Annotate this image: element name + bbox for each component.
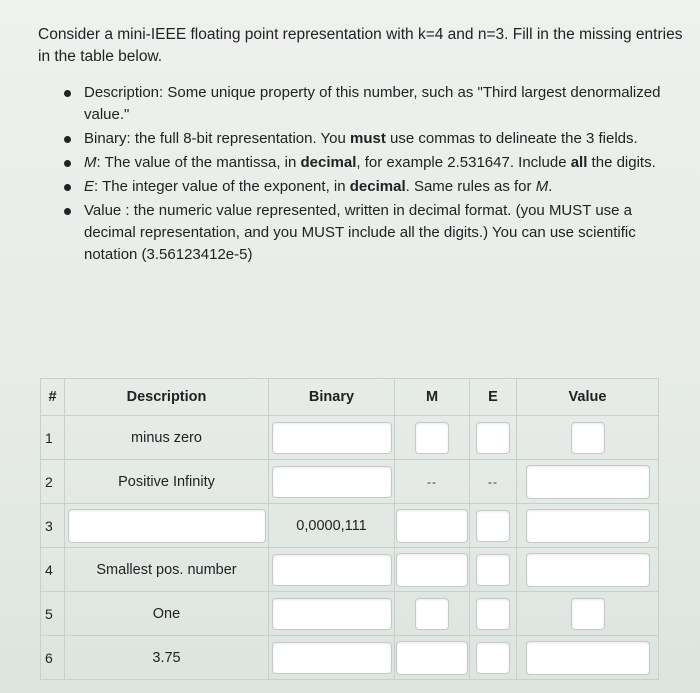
bullet-mantissa-symbol: M (84, 154, 97, 171)
value-input[interactable] (526, 509, 650, 543)
m-cell (395, 548, 470, 592)
binary-input[interactable] (272, 466, 392, 498)
bullet-value-text: Value : the numeric value represented, written in decimal format. (you MUST use a decimal representation, and you MUST include all the digits.) You can use scientific notation (3.56123412e-5) (84, 202, 636, 263)
row-number: 1 (41, 416, 65, 460)
m-cell (395, 460, 470, 504)
row-number: 5 (41, 592, 65, 636)
value-cell (517, 592, 659, 636)
binary-cell (269, 636, 395, 680)
m-input[interactable] (415, 422, 449, 454)
header-binary: Binary (269, 379, 395, 416)
binary-cell (269, 592, 395, 636)
m-cell (395, 636, 470, 680)
m-input[interactable] (396, 553, 468, 587)
bullet-binary (62, 128, 682, 150)
intro-text: Consider a mini-IEEE floating point representation with k=4 and n=3. Fill in the missing entries in the table below. (38, 26, 683, 65)
bullet-exponent-m-symbol: M (535, 178, 549, 195)
value-input[interactable] (571, 422, 605, 454)
row-number: 2 (41, 460, 65, 504)
bullet-exponent-text: : The integer value of the exponent, in (94, 178, 350, 195)
e-input[interactable] (476, 422, 510, 454)
value-cell (517, 548, 659, 592)
m-cell (395, 592, 470, 636)
table-row (41, 636, 659, 680)
value-input[interactable] (526, 641, 650, 675)
e-cell (470, 460, 517, 504)
bullet-exponent-symbol: E (84, 178, 95, 195)
m-input[interactable] (396, 641, 468, 675)
row-number: 3 (41, 504, 65, 548)
table-header-row (41, 379, 659, 416)
value-input[interactable] (526, 553, 650, 587)
e-cell (470, 548, 517, 592)
row-number: 6 (41, 636, 65, 680)
e-input[interactable] (476, 554, 510, 586)
binary-input[interactable] (272, 642, 392, 674)
m-cell (395, 416, 470, 460)
row-description: One (65, 592, 269, 636)
bullet-value (62, 200, 682, 266)
header-num: # (41, 379, 65, 416)
instructions-list (62, 82, 682, 268)
description-cell (65, 504, 269, 548)
bullet-mantissa-emphasis: decimal (300, 154, 357, 171)
table-row (41, 548, 659, 592)
bullet-mantissa-text: : The value of the mantissa, in (96, 154, 301, 171)
value-input[interactable] (571, 598, 605, 630)
header-e: E (470, 379, 517, 416)
e-cell (470, 636, 517, 680)
float-table (40, 378, 659, 680)
bullet-binary-text-end: use commas to delineate the 3 fields. (385, 130, 638, 147)
bullet-binary-text: Binary: the full 8-bit representation. You (84, 130, 351, 147)
row-binary: 0,0000,111 (269, 504, 395, 548)
value-cell (517, 636, 659, 680)
e-input[interactable] (476, 510, 510, 542)
binary-input[interactable] (272, 598, 392, 630)
m-input[interactable] (415, 598, 449, 630)
bullet-binary-emphasis: must (350, 130, 386, 147)
bullet-exponent-emphasis: decimal (349, 178, 406, 195)
e-cell (470, 592, 517, 636)
m-cell (395, 504, 470, 548)
bullet-exponent-text-end: . (548, 178, 553, 195)
bullet-mantissa-emphasis-2: all (570, 154, 588, 171)
binary-cell (269, 460, 395, 504)
table-row (41, 416, 659, 460)
value-input[interactable] (526, 465, 650, 499)
table-row (41, 592, 659, 636)
binary-cell (269, 548, 395, 592)
bullet-mantissa (62, 152, 682, 174)
e-cell (470, 504, 517, 548)
value-cell (517, 416, 659, 460)
header-description: Description (65, 379, 269, 416)
value-cell (517, 460, 659, 504)
row-description: minus zero (65, 416, 269, 460)
bullet-mantissa-text-2: , for example 2.531647. Include (356, 154, 571, 171)
e-input[interactable] (476, 642, 510, 674)
binary-input[interactable] (272, 422, 392, 454)
e-not-applicable: -- (488, 474, 498, 489)
bullet-exponent-text-2: . Same rules as for (405, 178, 536, 195)
row-number: 4 (41, 548, 65, 592)
value-cell (517, 504, 659, 548)
e-cell (470, 416, 517, 460)
row-description: Smallest pos. number (65, 548, 269, 592)
bullet-description (62, 82, 682, 126)
binary-cell (269, 416, 395, 460)
header-m: M (395, 379, 470, 416)
row-description: Positive Infinity (65, 460, 269, 504)
table-row (41, 460, 659, 504)
binary-input[interactable] (272, 554, 392, 586)
m-not-applicable: -- (427, 474, 437, 489)
row-description: 3.75 (65, 636, 269, 680)
description-input[interactable] (68, 509, 266, 543)
table-row (41, 504, 659, 548)
bullet-description-text: Description: Some unique property of this number, such as "Third largest denormalized value." (84, 84, 661, 123)
m-input[interactable] (396, 509, 468, 543)
bullet-exponent (62, 176, 682, 198)
e-input[interactable] (476, 598, 510, 630)
bullet-mantissa-text-end: the digits. (587, 154, 656, 171)
header-value: Value (517, 379, 659, 416)
